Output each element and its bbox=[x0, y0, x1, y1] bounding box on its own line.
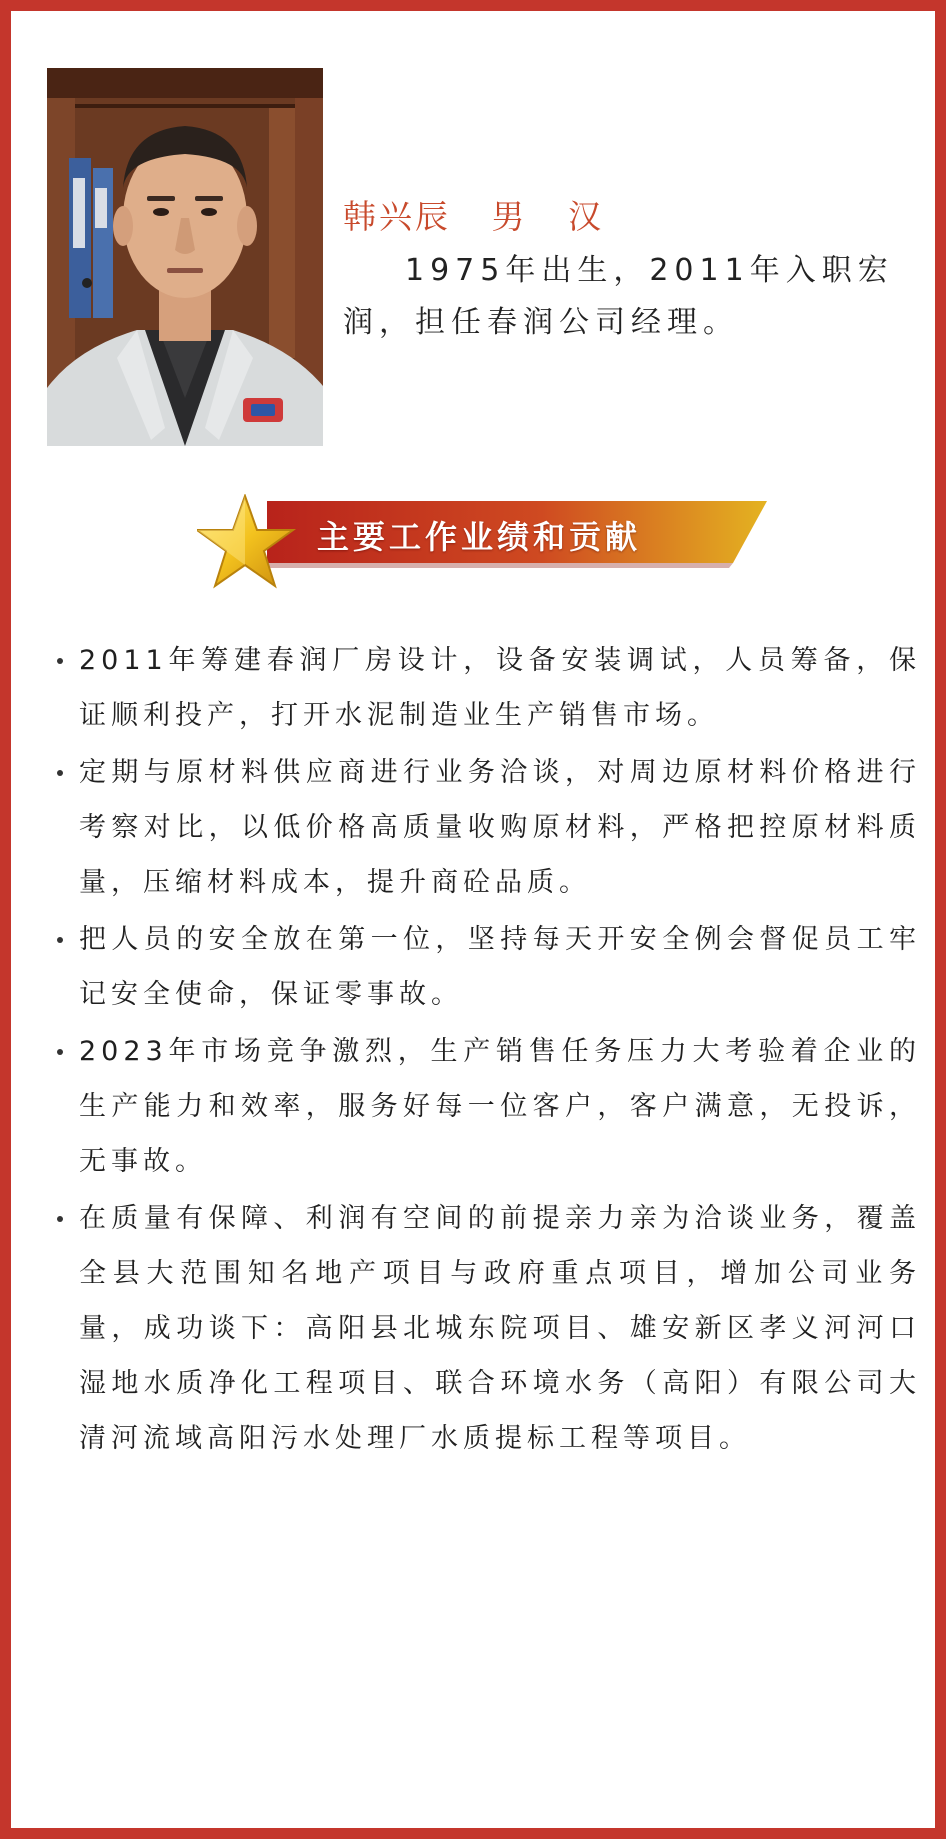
bullet-icon bbox=[57, 770, 63, 776]
bullet-icon bbox=[57, 937, 63, 943]
section-title: 主要工作业绩和贡献 bbox=[317, 518, 642, 556]
achievement-text: 在质量有保障、利润有空间的前提亲力亲为洽谈业务，覆盖全县大范围知名地产项目与政府重点项目，增加公司业务量，成功谈下：高阳县北城东院项目、雄安新区孝义河河口湿地水质净化工程项目、联合环境水务（高阳）有限公司大清河流域高阳污水处理厂水质提标工程等项目。 bbox=[79, 1203, 921, 1454]
bullet-icon bbox=[57, 1049, 63, 1055]
list-item bbox=[49, 745, 921, 910]
achievements-list bbox=[49, 633, 921, 1468]
list-item bbox=[49, 1191, 921, 1466]
person-name: 韩兴辰 男 汉 bbox=[343, 197, 604, 236]
list-item bbox=[49, 633, 921, 743]
portrait-photo bbox=[47, 68, 323, 446]
list-item bbox=[49, 912, 921, 1022]
achievement-text: 把人员的安全放在第一位，坚持每天开安全例会督促员工牢记安全使命，保证零事故。 bbox=[79, 924, 921, 1010]
bio-text: 1975年出生，2011年入职宏润，担任春润公司经理。 bbox=[343, 253, 894, 340]
achievement-text: 2011年筹建春润厂房设计，设备安装调试，人员筹备，保证顺利投产，打开水泥制造业生产销售市场。 bbox=[79, 645, 921, 731]
achievement-text: 定期与原材料供应商进行业务洽谈，对周边原材料价格进行考察对比，以低价格高质量收购原材料，严格把控原材料质量，压缩材料成本，提升商砼品质。 bbox=[79, 757, 921, 898]
bullet-icon bbox=[57, 658, 63, 664]
list-item bbox=[49, 1024, 921, 1189]
section-banner bbox=[197, 494, 767, 596]
bio-block bbox=[343, 195, 923, 349]
star-icon bbox=[197, 494, 307, 596]
achievement-text: 2023年市场竞争激烈，生产销售任务压力大考验着企业的生产能力和效率，服务好每一位客户，客户满意，无投诉，无事故。 bbox=[79, 1036, 921, 1177]
bullet-icon bbox=[57, 1216, 63, 1222]
